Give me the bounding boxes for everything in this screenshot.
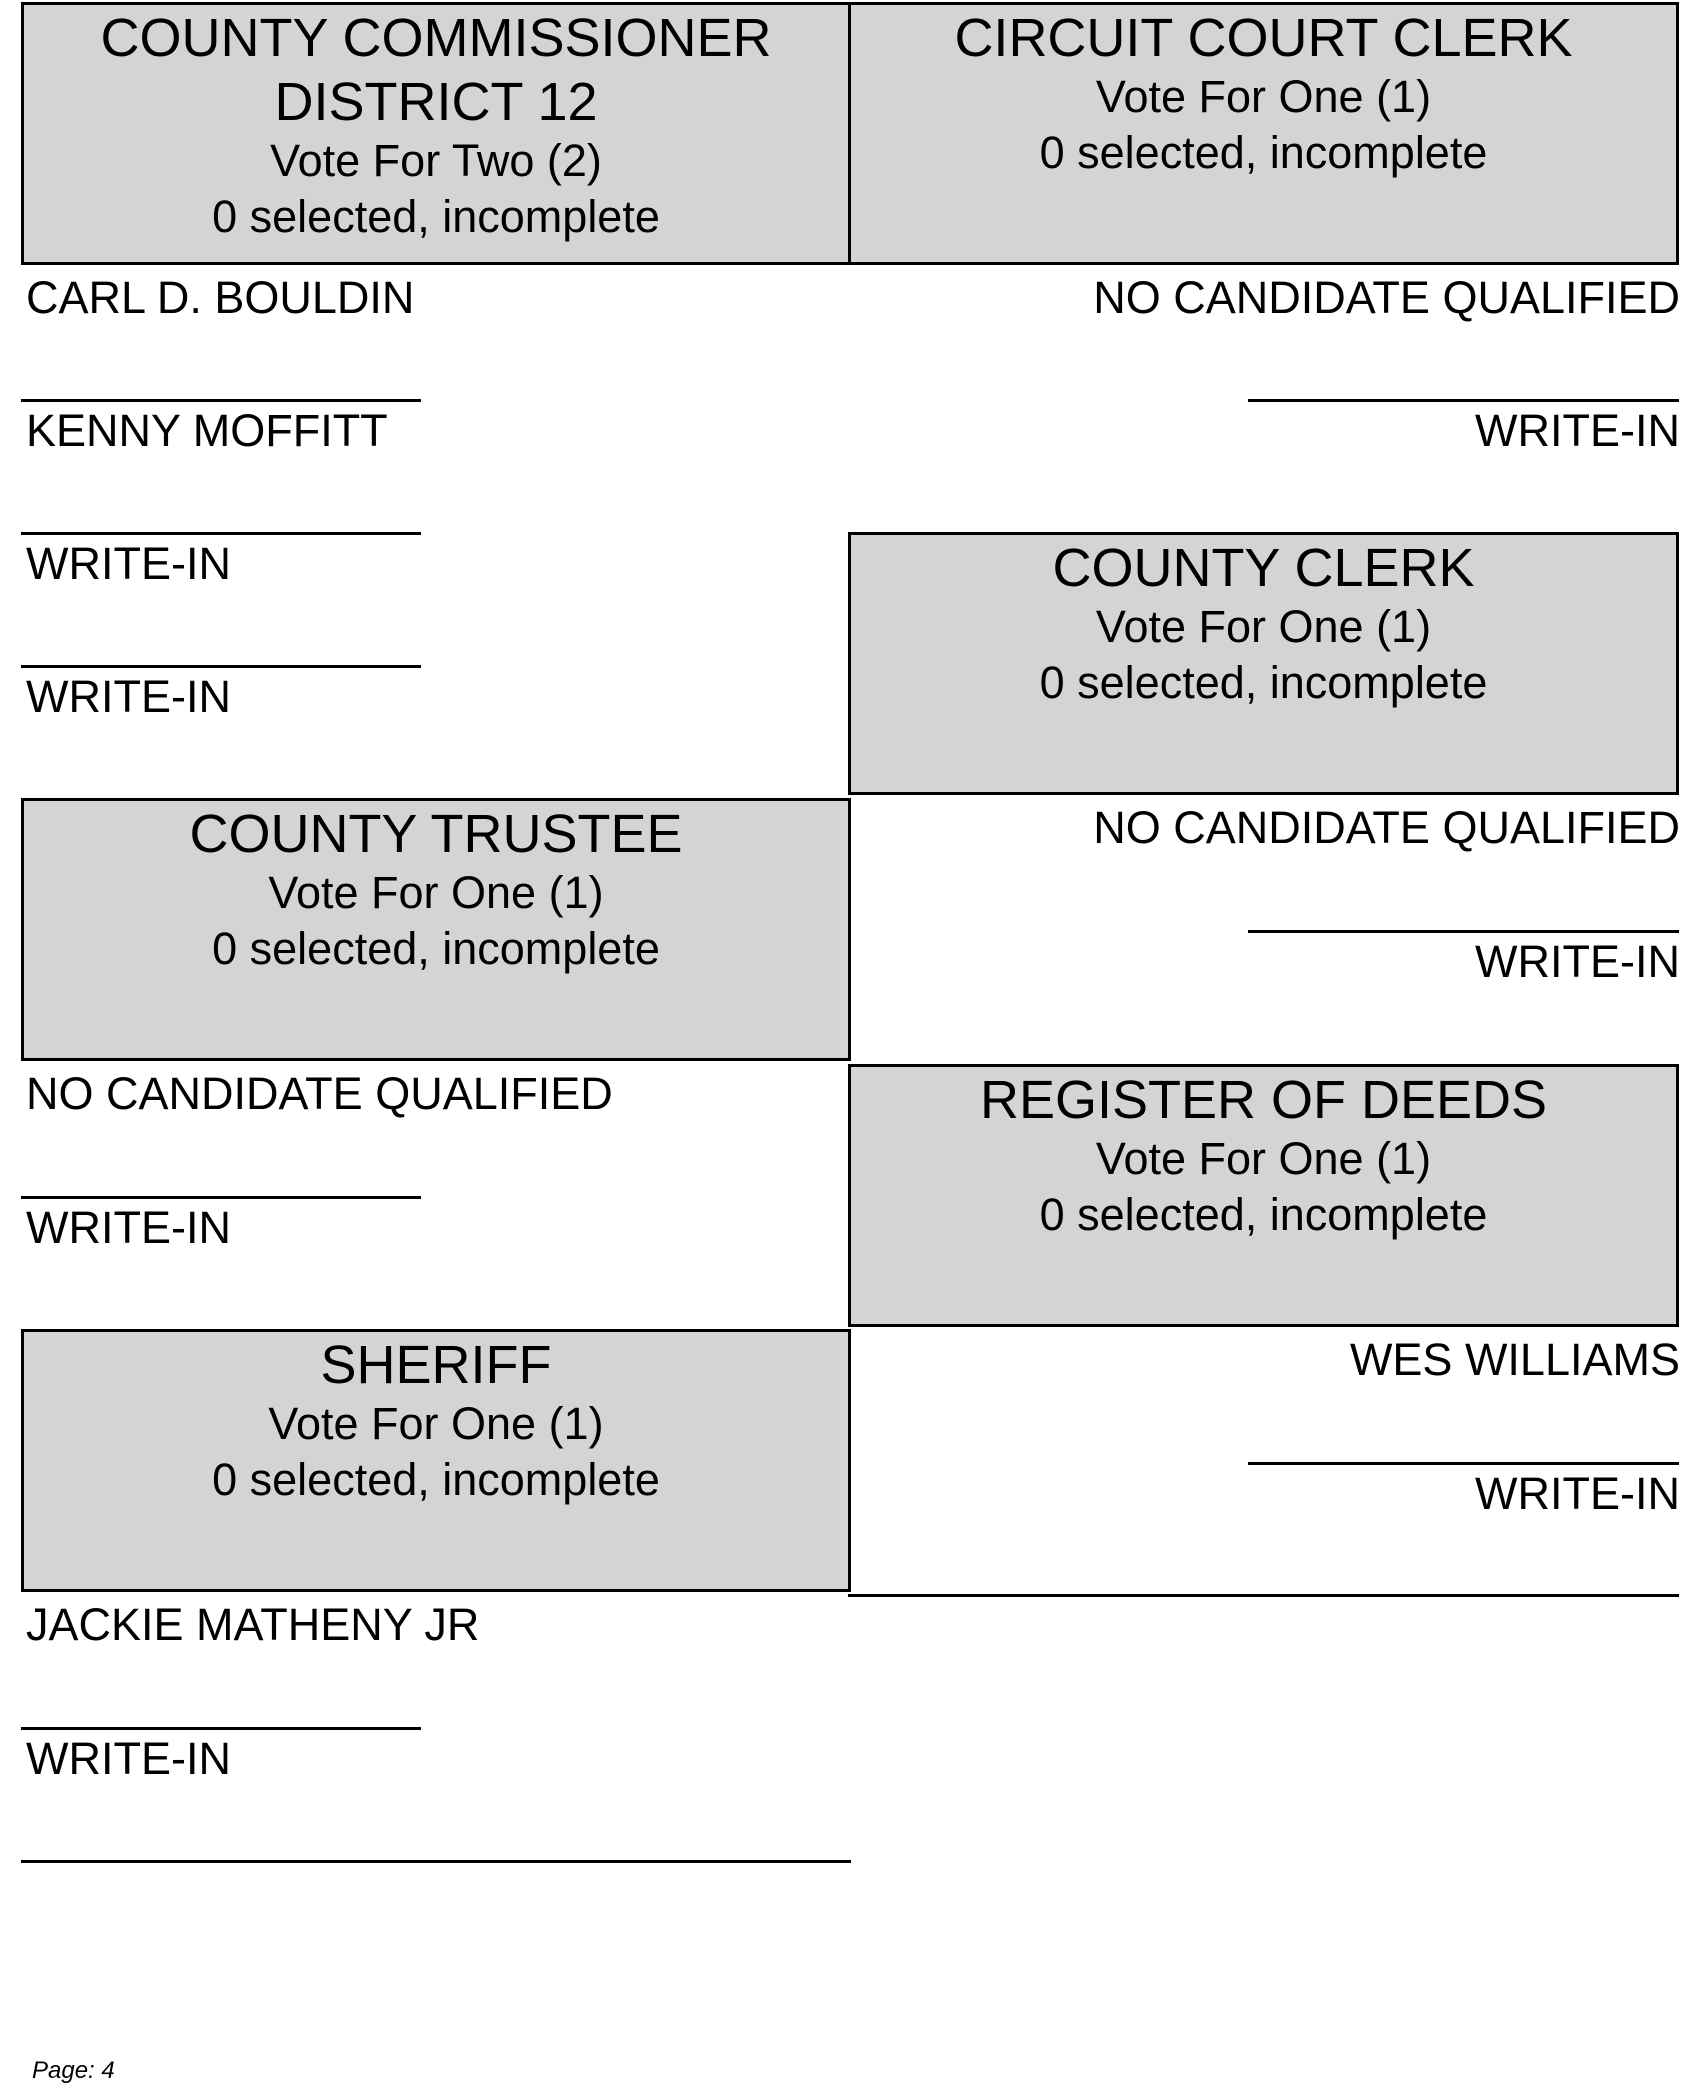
candidate-option-bouldin[interactable]: CARL D. BOULDIN bbox=[26, 272, 415, 323]
selection-status: 0 selected, incomplete bbox=[1039, 1189, 1488, 1240]
vote-for-instruction: Vote For Two (2) bbox=[270, 135, 602, 186]
write-in-option[interactable]: WRITE-IN bbox=[1475, 936, 1680, 987]
write-in-option[interactable]: WRITE-IN bbox=[1475, 1468, 1680, 1519]
divider-line bbox=[1248, 930, 1679, 933]
vote-for-instruction: Vote For One (1) bbox=[1095, 1133, 1432, 1184]
write-in-option[interactable]: WRITE-IN bbox=[26, 538, 231, 589]
selection-status: 0 selected, incomplete bbox=[1039, 657, 1488, 708]
candidate-option-no-candidate[interactable]: NO CANDIDATE QUALIFIED bbox=[1093, 802, 1680, 853]
vote-for-instruction: Vote For One (1) bbox=[1095, 601, 1432, 652]
contest-title: SHERIFF bbox=[320, 1335, 552, 1395]
divider-line bbox=[21, 1727, 421, 1730]
candidate-option-williams[interactable]: WES WILLIAMS bbox=[1349, 1334, 1680, 1385]
selection-status: 0 selected, incomplete bbox=[1039, 127, 1488, 178]
divider-line bbox=[21, 399, 421, 402]
column-end-line bbox=[21, 1860, 851, 1863]
contest-title-line1: COUNTY COMMISSIONER bbox=[100, 8, 772, 68]
contest-title: COUNTY TRUSTEE bbox=[189, 804, 683, 864]
write-in-option[interactable]: WRITE-IN bbox=[26, 671, 231, 722]
selection-status: 0 selected, incomplete bbox=[212, 1454, 660, 1505]
contest-header-county-clerk bbox=[848, 532, 1679, 795]
vote-for-instruction: Vote For One (1) bbox=[268, 867, 604, 918]
divider-line bbox=[21, 665, 421, 668]
selection-status: 0 selected, incomplete bbox=[212, 191, 660, 242]
write-in-option[interactable]: WRITE-IN bbox=[1475, 405, 1680, 456]
divider-line bbox=[1248, 1462, 1679, 1465]
page-number: Page: 4 bbox=[32, 2057, 115, 2084]
candidate-option-no-candidate[interactable]: NO CANDIDATE QUALIFIED bbox=[1093, 272, 1680, 323]
divider-line bbox=[21, 1196, 421, 1199]
column-end-line bbox=[848, 1594, 1679, 1597]
vote-for-instruction: Vote For One (1) bbox=[1095, 71, 1432, 122]
contest-title: CIRCUIT COURT CLERK bbox=[954, 8, 1573, 68]
contest-title-line2: DISTRICT 12 bbox=[274, 72, 598, 132]
write-in-option[interactable]: WRITE-IN bbox=[26, 1733, 231, 1784]
contest-header-sheriff bbox=[21, 1329, 851, 1592]
contest-header-county-trustee bbox=[21, 798, 851, 1061]
contest-title: REGISTER OF DEEDS bbox=[979, 1070, 1548, 1130]
vote-for-instruction: Vote For One (1) bbox=[268, 1398, 604, 1449]
selection-status: 0 selected, incomplete bbox=[212, 923, 660, 974]
contest-header-register-of-deeds bbox=[848, 1064, 1679, 1327]
divider-line bbox=[21, 532, 421, 535]
candidate-option-no-candidate[interactable]: NO CANDIDATE QUALIFIED bbox=[26, 1068, 613, 1119]
candidate-option-matheny[interactable]: JACKIE MATHENY JR bbox=[26, 1599, 480, 1650]
contest-header-county-commissioner bbox=[21, 2, 851, 265]
candidate-option-moffitt[interactable]: KENNY MOFFITT bbox=[26, 405, 388, 456]
divider-line bbox=[1248, 399, 1679, 402]
write-in-option[interactable]: WRITE-IN bbox=[26, 1202, 231, 1253]
contest-title: COUNTY CLERK bbox=[1052, 538, 1475, 598]
contest-header-circuit-court-clerk bbox=[848, 2, 1679, 265]
